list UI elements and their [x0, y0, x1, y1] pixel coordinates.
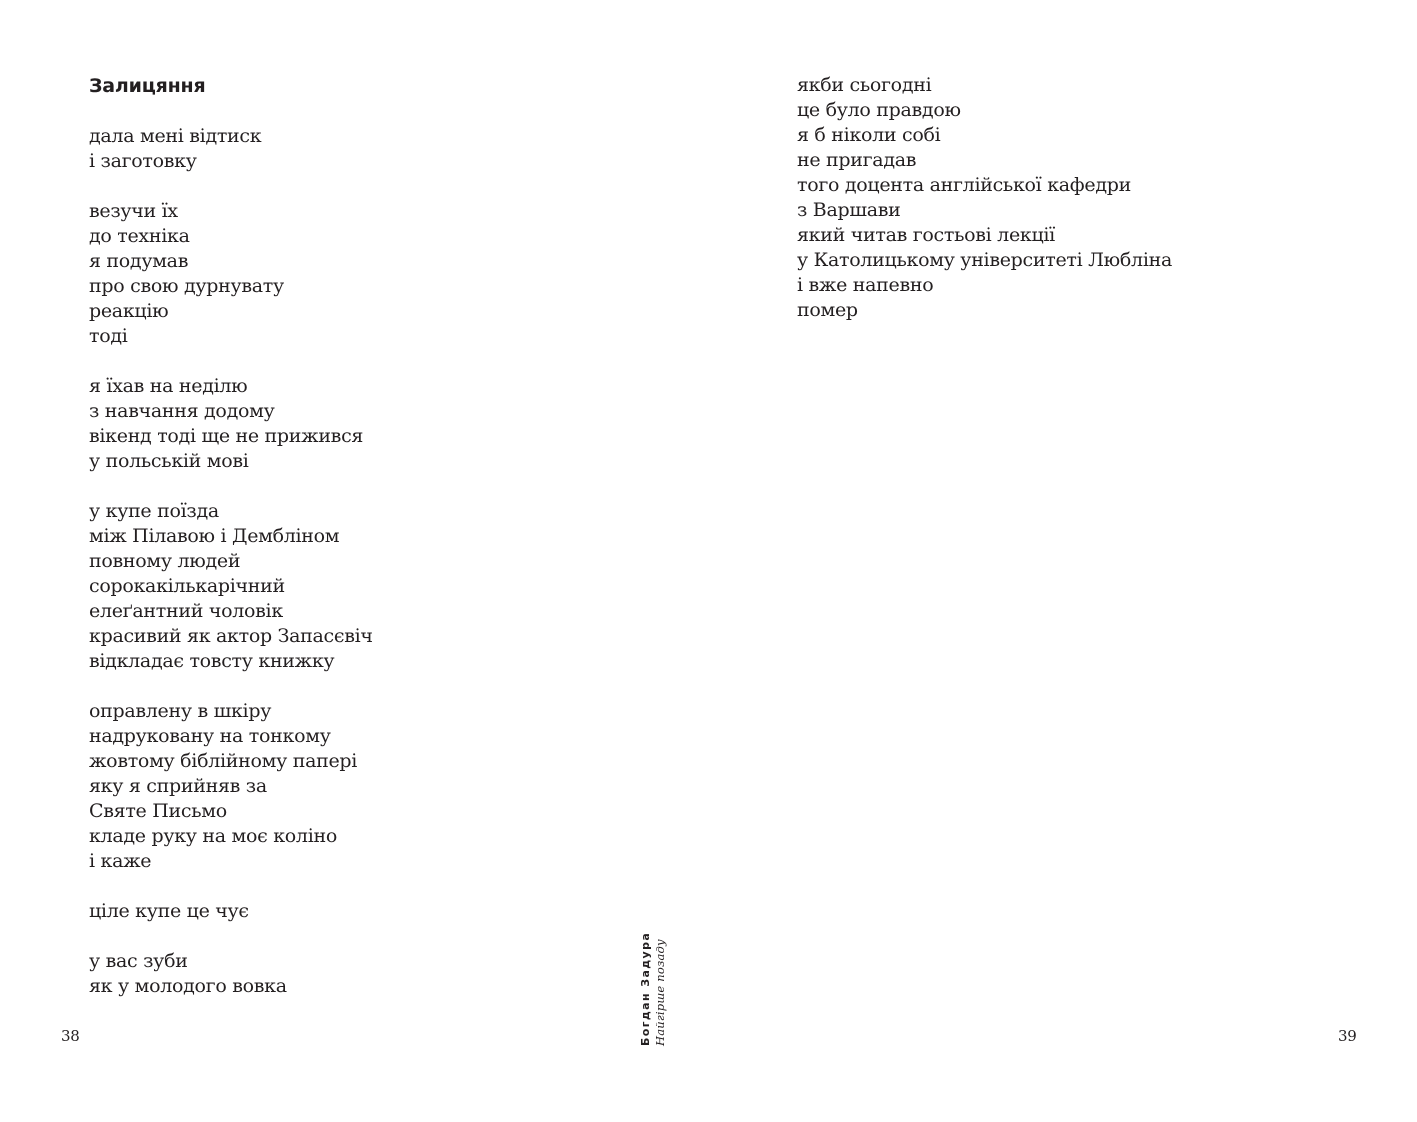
poem-line: помер: [797, 299, 858, 321]
poem-line: повному людей: [89, 550, 241, 572]
stanza: [89, 949, 373, 999]
poem-line: як у молодого вовка: [89, 975, 287, 997]
poem-line: красивий як актор Запасєвіч: [89, 625, 373, 647]
poem-line: не пригадав: [797, 149, 917, 171]
poem-line: який читав гостьові лекції: [797, 224, 1055, 246]
poem-line: вікенд тоді ще не прижився: [89, 425, 364, 447]
poem-line: того доцента англійської кафедри: [797, 174, 1131, 196]
poem-line: якби сьогодні: [797, 74, 932, 96]
poem-line: і заготовку: [89, 150, 197, 172]
page-number-right: 39: [1338, 1027, 1357, 1045]
stanza: [89, 699, 373, 874]
poem-line: дала мені відтиск: [89, 125, 262, 147]
stanza: [89, 124, 373, 174]
stanza: [89, 374, 373, 474]
poem-line: я їхав на неділю: [89, 375, 248, 397]
poem-line: з навчання додому: [89, 400, 275, 422]
poem-line: жовтому біблійному папері: [89, 750, 358, 772]
poem-line: я подумав: [89, 250, 189, 272]
poem-line: з Варшави: [797, 199, 901, 221]
poem-line: елеґантний чоловік: [89, 600, 283, 622]
poem-line: до техніка: [89, 225, 190, 247]
poem-line: у польській мові: [89, 450, 249, 472]
poem-line: між Пілавою і Дембліном: [89, 525, 340, 547]
page-number-left: 38: [61, 1027, 80, 1045]
poem-line: надруковану на тонкому: [89, 725, 331, 747]
poem-line: відкладає товсту книжку: [89, 650, 335, 672]
poem-line: реакцію: [89, 300, 169, 322]
poem-line: про свою дурнувату: [89, 275, 284, 297]
poem-line: і каже: [89, 850, 152, 872]
poem-line: у купе поїзда: [89, 500, 219, 522]
poem-line: везучи їх: [89, 200, 178, 222]
poem-line: у вас зуби: [89, 950, 188, 972]
poem-line: сорокакількарічний: [89, 575, 285, 597]
left-poem-body: [89, 124, 373, 999]
stanza: [89, 899, 373, 924]
right-poem-body: [797, 73, 1172, 323]
running-footer: [638, 932, 668, 1046]
stanza: [89, 199, 373, 349]
poem-line: це було правдою: [797, 99, 961, 121]
poem-line: у Католицькому університеті Любліна: [797, 249, 1172, 271]
stanza: [89, 499, 373, 674]
poem-line: яку я сприйняв за: [89, 775, 267, 797]
poem-line: я б ніколи собі: [797, 124, 941, 146]
poem-line: і вже напевно: [797, 274, 934, 296]
stanza: [797, 73, 1172, 323]
author-name: Богдан Задура: [639, 931, 652, 1046]
book-title: Найгірше позаду: [653, 939, 667, 1046]
poem-title: Залицяння: [89, 75, 206, 97]
poem-line: ціле купе це чує: [89, 900, 249, 922]
poem-line: оправлену в шкіру: [89, 700, 272, 722]
left-page: [0, 0, 708, 1122]
right-page: [709, 0, 1417, 1122]
poem-line: кладе руку на моє коліно: [89, 825, 337, 847]
poem-line: тоді: [89, 325, 128, 347]
poem-line: Святе Письмо: [89, 800, 227, 822]
